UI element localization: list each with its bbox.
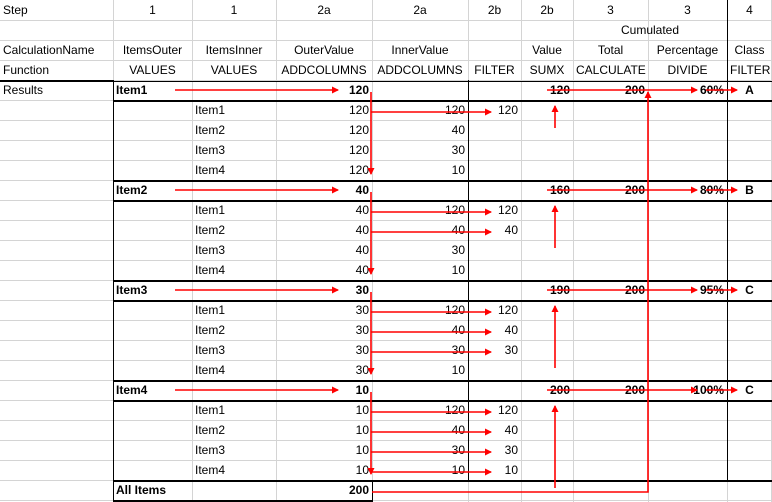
inner-outer-value: 10 [355, 403, 369, 417]
inner-value: 40 [451, 323, 465, 337]
column-header: Total [597, 43, 624, 57]
inner-outer-value: 120 [348, 163, 369, 177]
inner-outer-value: 120 [348, 123, 369, 137]
filter-value: 30 [504, 343, 518, 357]
inner-item-name: Item4 [195, 163, 226, 177]
function-name: CALCULATE [576, 63, 646, 77]
outer-item-name: Item1 [116, 83, 148, 97]
inner-value: 10 [451, 363, 465, 377]
step-number: 2a [413, 3, 427, 17]
inner-value: 40 [451, 423, 465, 437]
function-name: Function [3, 63, 50, 77]
cumulated-value: 190 [549, 283, 570, 297]
inner-outer-value: 120 [348, 143, 369, 157]
inner-value: 120 [444, 303, 465, 317]
outer-value: 120 [348, 83, 369, 97]
inner-item-name: Item3 [195, 143, 226, 157]
function-name: ADDCOLUMNS [281, 63, 367, 77]
class-label: A [745, 83, 754, 97]
inner-item-name: Item3 [195, 443, 226, 457]
step-number: 3 [607, 3, 614, 17]
inner-outer-value: 10 [355, 423, 369, 437]
gridline [372, 480, 373, 502]
inner-item-name: Item2 [195, 423, 226, 437]
results-label: Results [3, 83, 44, 97]
cumulated-header: Cumulated [620, 23, 680, 37]
cumulated-total: 200 [624, 283, 645, 297]
inner-value: 30 [451, 343, 465, 357]
column-header: Value [532, 43, 562, 57]
inner-outer-value: 30 [355, 303, 369, 317]
filter-value [468, 120, 521, 140]
outer-item-name: Item2 [116, 183, 148, 197]
cumulated-total: 200 [624, 383, 645, 397]
inner-item-name: Item3 [195, 343, 226, 357]
filter-value: 30 [504, 443, 518, 457]
filter-value: 120 [497, 203, 518, 217]
outer-item-name: Item3 [116, 283, 148, 297]
inner-value: 120 [444, 203, 465, 217]
function-name: VALUES [210, 63, 258, 77]
inner-item-name: Item4 [195, 263, 226, 277]
inner-outer-value: 120 [348, 103, 369, 117]
filter-value [468, 140, 521, 160]
inner-value: 30 [451, 243, 465, 257]
inner-item-name: Item1 [195, 203, 226, 217]
function-name: SUMX [529, 63, 565, 77]
filter-value: 10 [504, 463, 518, 477]
inner-value: 10 [451, 463, 465, 477]
outer-value: 30 [355, 283, 369, 297]
step-number: 2a [317, 3, 331, 17]
filter-value: 40 [504, 423, 518, 437]
class-label: C [745, 383, 754, 397]
filter-value: 40 [504, 323, 518, 337]
step-number: 1 [230, 3, 238, 17]
outer-value: 40 [355, 183, 369, 197]
inner-value: 30 [451, 143, 465, 157]
all-items-label: All Items [116, 483, 167, 497]
filter-value: 120 [497, 303, 518, 317]
inner-item-name: Item1 [195, 103, 226, 117]
filter-value [468, 160, 521, 180]
inner-outer-value: 40 [355, 263, 369, 277]
filter-value [468, 260, 521, 280]
inner-outer-value: 40 [355, 223, 369, 237]
column-header: ItemsInner [205, 43, 263, 57]
all-items-value: 200 [348, 483, 369, 497]
inner-item-name: Item1 [195, 303, 226, 317]
inner-outer-value: 40 [355, 203, 369, 217]
inner-item-name: Item2 [195, 123, 226, 137]
inner-outer-value: 10 [355, 443, 369, 457]
outer-item-name: Item4 [116, 383, 148, 397]
column-header: CalculationName [3, 43, 95, 57]
class-label: B [745, 183, 754, 197]
cumulated-value: 200 [549, 383, 570, 397]
step-label: Step [3, 3, 28, 17]
inner-outer-value: 30 [355, 323, 369, 337]
function-name: ADDCOLUMNS [377, 63, 463, 77]
filter-value [468, 360, 521, 380]
inner-outer-value: 10 [355, 463, 369, 477]
column-header: OuterValue [294, 43, 354, 57]
column-header: Percentage [656, 43, 719, 57]
column-header [468, 40, 521, 60]
column-header: ItemsOuter [122, 43, 183, 57]
inner-value: 30 [451, 443, 465, 457]
step-number: 2b [487, 3, 502, 17]
filter-value [468, 240, 521, 260]
inner-value: 10 [451, 263, 465, 277]
outer-value: 10 [355, 383, 369, 397]
cumulated-percentage: 95% [699, 283, 724, 297]
inner-outer-value: 40 [355, 243, 369, 257]
step-number: 4 [746, 3, 753, 17]
inner-item-name: Item3 [195, 243, 226, 257]
inner-value: 10 [451, 163, 465, 177]
function-name: FILTER [474, 63, 515, 77]
cumulated-total: 200 [624, 183, 645, 197]
inner-item-name: Item4 [195, 363, 226, 377]
cumulated-percentage: 80% [699, 183, 724, 197]
function-name: DIVIDE [667, 63, 708, 77]
inner-outer-value: 30 [355, 363, 369, 377]
function-name: VALUES [129, 63, 176, 77]
inner-item-name: Item2 [195, 223, 226, 237]
cumulated-percentage: 60% [699, 83, 724, 97]
inner-item-name: Item2 [195, 323, 226, 337]
class-label: C [745, 283, 754, 297]
filter-value: 120 [497, 403, 518, 417]
step-number: 2b [540, 3, 554, 17]
filter-value: 40 [504, 223, 518, 237]
inner-value: 40 [451, 223, 465, 237]
inner-value: 120 [444, 403, 465, 417]
inner-outer-value: 30 [355, 343, 369, 357]
inner-value: 40 [451, 123, 465, 137]
inner-item-name: Item1 [195, 403, 226, 417]
filter-value: 120 [497, 103, 518, 117]
function-name: FILTER [730, 63, 771, 77]
cumulated-percentage: 100% [693, 383, 724, 397]
inner-value: 120 [444, 103, 465, 117]
step-number: 1 [149, 3, 156, 17]
column-header: InnerValue [391, 43, 449, 57]
cumulated-value: 120 [549, 83, 570, 97]
cumulated-total: 200 [624, 83, 645, 97]
step-number: 3 [684, 3, 691, 17]
inner-item-name: Item4 [195, 463, 226, 477]
column-header: Class [734, 43, 765, 57]
cumulated-value: 160 [549, 183, 570, 197]
